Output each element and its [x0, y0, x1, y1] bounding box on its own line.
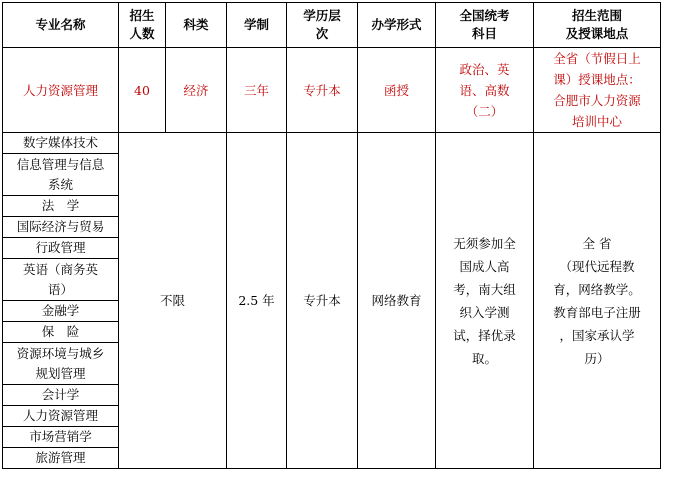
row2-level: 专升本 [287, 133, 358, 469]
major-item [3, 385, 119, 406]
major-item [3, 133, 119, 154]
major-item-text: 人力资源管理 [22, 408, 98, 423]
major-item-text: 资源环境与城乡 规划管理 [16, 345, 105, 381]
row1-exam [436, 48, 534, 133]
row1-scope [534, 48, 661, 133]
header-category: 科类 [166, 3, 227, 48]
major-item-text: 法 学 [41, 198, 80, 213]
row1-duration: 三年 [227, 48, 287, 133]
major-item [3, 238, 119, 259]
major-item [3, 154, 119, 196]
major-item-text: 旅游管理 [35, 450, 86, 465]
enrollment-table [2, 2, 661, 469]
header-quota-text: 招生 人数 [129, 8, 155, 41]
major-item [3, 406, 119, 427]
row1-level: 专升本 [287, 48, 358, 133]
row2-scope-text: 全 省 （现代远程教 育，网络教学。 教育部电子注册 ，国家承认学 历） [553, 235, 641, 366]
major-item [3, 427, 119, 448]
major-item-text: 英语（商务英 语） [22, 261, 98, 297]
row2-mode: 网络教育 [358, 133, 436, 469]
major-item-text: 信息管理与信息 系统 [16, 156, 105, 192]
row-online-0 [3, 133, 661, 154]
major-item [3, 322, 119, 343]
row-correspondence [3, 48, 661, 133]
major-item [3, 217, 119, 238]
header-exam-text: 全国统考 科目 [459, 8, 510, 41]
row1-exam-text: 政治、英 语、高数 （二） [459, 61, 510, 119]
row2-quota-category: 不限 [119, 133, 227, 469]
header-scope-text: 招生范围 及授课地点 [565, 8, 629, 41]
row1-category: 经济 [166, 48, 227, 133]
major-item-text: 国际经济与贸易 [16, 219, 105, 234]
row2-exam [436, 133, 534, 469]
row2-exam-text: 无须参加全 国成人高 考，南大组 织入学测 试，择优录 取。 [453, 235, 516, 366]
major-item [3, 448, 119, 469]
row1-scope-text: 全省（节假日上 课）授课地点： 合肥市人力资源 培训中心 [553, 51, 641, 129]
major-item-text: 会计学 [41, 387, 80, 402]
header-level-text: 学历层 次 [303, 8, 341, 41]
major-item-text: 保 险 [41, 324, 80, 339]
major-item-text: 市场营销学 [29, 429, 92, 444]
row1-mode: 函授 [358, 48, 436, 133]
major-item [3, 343, 119, 385]
header-quota [119, 3, 166, 48]
major-item-text: 数字媒体技术 [22, 135, 98, 150]
major-item-text: 金融学 [41, 303, 80, 318]
row1-quota: 40 [119, 48, 166, 133]
row1-major: 人力资源管理 [3, 48, 119, 133]
major-item [3, 196, 119, 217]
header-exam [436, 3, 534, 48]
header-major: 专业名称 [3, 3, 119, 48]
row2-scope [534, 133, 661, 469]
header-scope [534, 3, 661, 48]
major-item-text: 行政管理 [35, 240, 86, 255]
header-row [3, 3, 661, 48]
major-item [3, 259, 119, 301]
header-duration: 学制 [227, 3, 287, 48]
row2-duration: 2.5 年 [227, 133, 287, 469]
header-mode: 办学形式 [358, 3, 436, 48]
major-item [3, 301, 119, 322]
header-level [287, 3, 358, 48]
